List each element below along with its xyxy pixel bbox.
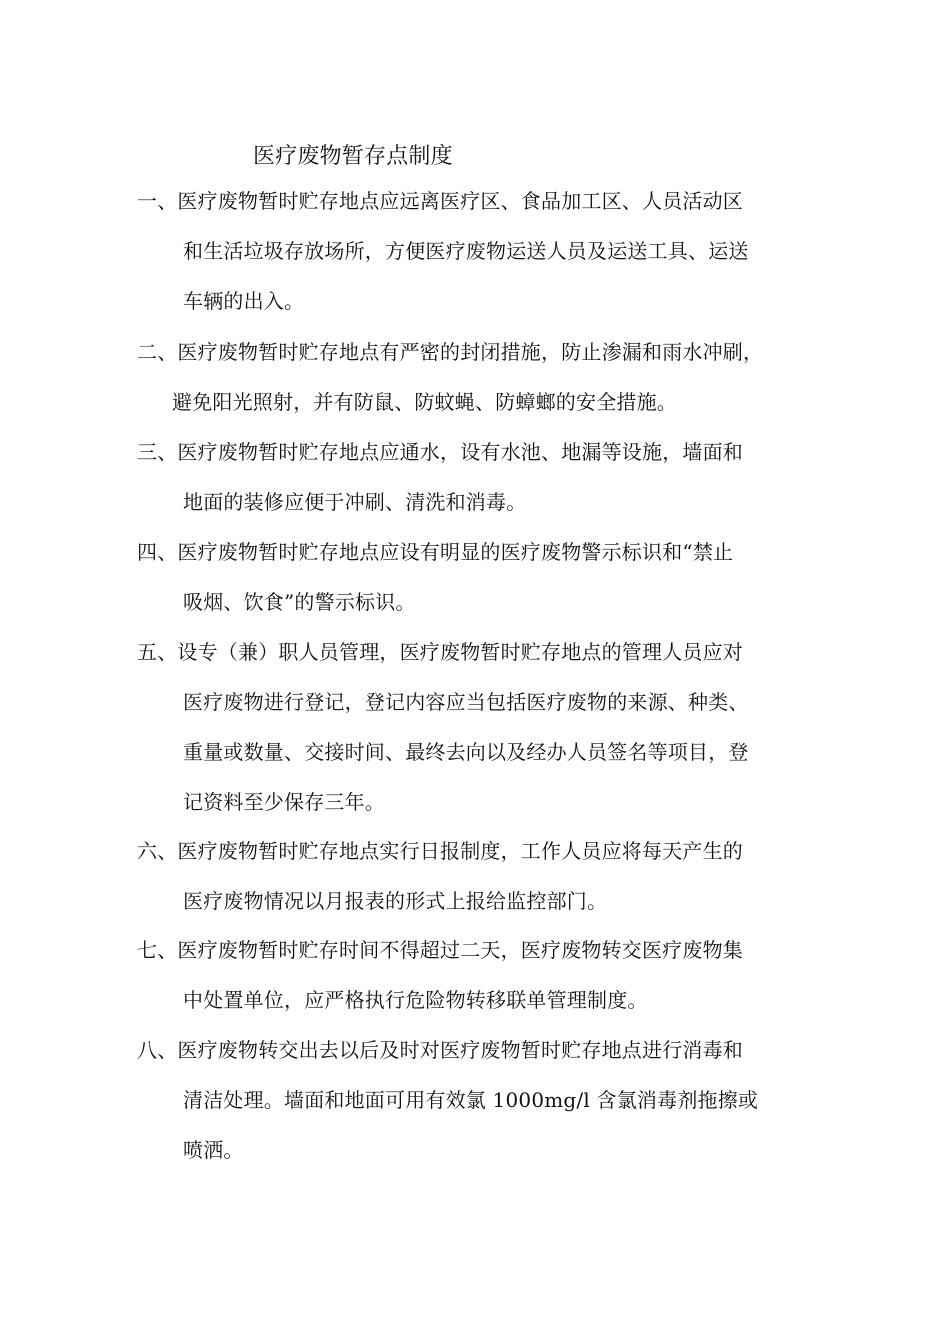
rule-4-line-1: 四、医疗废物暂时贮存地点应设有明显的医疗废物警示标识和“禁止 — [137, 540, 734, 564]
rule-1-line-1: 一、医疗废物暂时贮存地点应远离医疗区、食品加工区、人员活动区 — [137, 189, 743, 213]
rule-8-line-3: 喷洒。 — [183, 1138, 244, 1162]
rule-5-line-4: 记资料至少保存三年。 — [183, 790, 385, 814]
rule-4-line-2: 吸烟、饮食”的警示标识。 — [183, 590, 416, 614]
rule-1-line-2: 和生活垃圾存放场所，方便医疗废物运送人员及运送工具、运送 — [183, 239, 749, 263]
rule-1-line-3: 车辆的出入。 — [183, 289, 305, 313]
rule-2-line-1: 二、医疗废物暂时贮存地点有严密的封闭措施，防止渗漏和雨水冲刷， — [137, 340, 764, 364]
rule-5-line-3: 重量或数量、交接时间、最终去向以及经办人员签名等项目，登 — [183, 740, 749, 764]
rule-6-line-2: 医疗废物情况以月报表的形式上报给监控部门。 — [183, 889, 608, 913]
rule-8-line-1: 八、医疗废物转交出去以后及时对医疗废物暂时贮存地点进行消毒和 — [137, 1038, 743, 1062]
rule-3-line-1: 三、医疗废物暂时贮存地点应通水，设有水池、地漏等设施，墙面和 — [137, 440, 743, 464]
rule-5-line-2: 医疗废物进行登记，登记内容应当包括医疗废物的来源、种类、 — [183, 690, 749, 714]
document-title: 医疗废物暂存点制度 — [253, 144, 453, 169]
rule-5-line-1: 五、设专（兼）职人员管理，医疗废物暂时贮存地点的管理人员应对 — [137, 640, 743, 664]
rule-7-line-1: 七、医疗废物暂时贮存时间不得超过二天，医疗废物转交医疗废物集 — [137, 938, 743, 962]
rule-8-line-2: 清洁处理。墙面和地面可用有效氯 1000mg/l 含氯消毒剂拖擦或 — [183, 1088, 759, 1112]
rule-2-line-2: 避免阳光照射，并有防鼠、防蚊蝇、防蟑螂的安全措施。 — [172, 390, 677, 414]
rule-3-line-2: 地面的装修应便于冲刷、清洗和消毒。 — [183, 490, 527, 514]
rule-6-line-1: 六、医疗废物暂时贮存地点实行日报制度，工作人员应将每天产生的 — [137, 839, 743, 863]
rule-7-line-2: 中处置单位，应严格执行危险物转移联单管理制度。 — [183, 988, 648, 1012]
